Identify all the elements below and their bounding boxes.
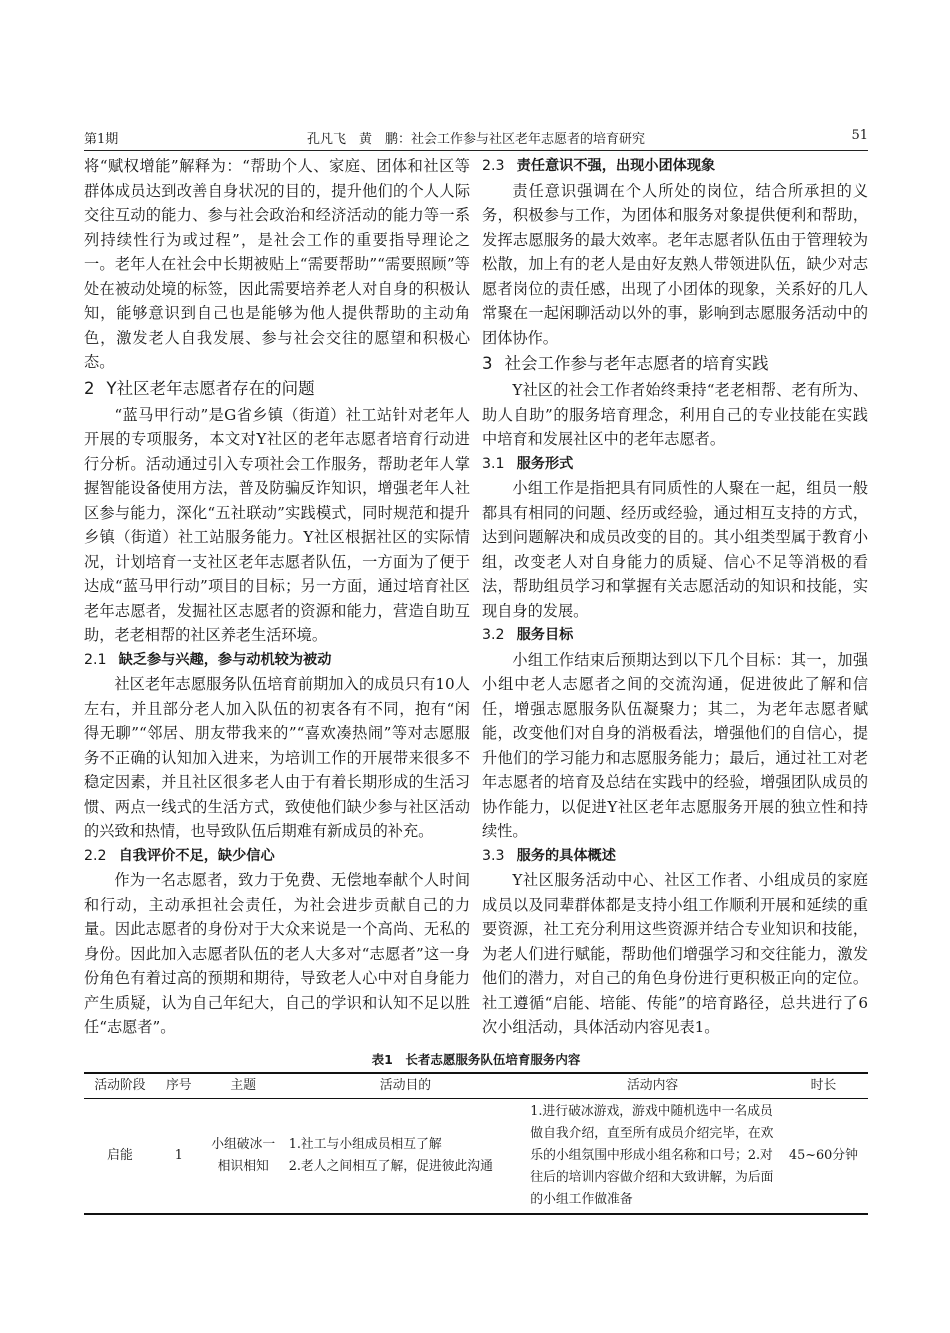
section-2-2-paragraph: 作为一名志愿者，致力于免费、无偿地奉献个人时间和行动，主动承担社会责任，为社会进步贡献自己的力量。因此志愿者的身份对于大众来说是一个高尚、无私的身份。因此加入志愿者队伍的老人大多对“志愿者”这一身份角色有着过高的预期和期待，导致老人心中对自身能力产生质疑，认为自己年纪大，自己的学识和认知不足以胜任“志愿者”。: [84, 871, 470, 1036]
theme-line: 小组破冰一: [211, 1137, 276, 1152]
section-3-3-heading: [482, 844, 868, 869]
theme-cell: [202, 1099, 285, 1215]
section-title: 缺乏参与兴趣，参与动机较为被动: [118, 651, 332, 668]
section-number: 3: [482, 354, 493, 373]
table-header-row: [84, 1073, 868, 1099]
table-header-cell: 序号: [156, 1073, 202, 1099]
theme-line: 相识相知: [217, 1159, 269, 1174]
table-caption: 表1 长者志愿服务队伍培育服务内容: [371, 1052, 581, 1067]
section-number: 2.1: [84, 651, 107, 668]
section-2-1-paragraph: 社区老年志愿服务队伍培育前期加入的成员只有10人左右，并且部分老人加入队伍的初衷各有不同，抱有“闲得无聊”“邻居、朋友带我来的”“喜欢凑热闹”等对志愿服务不正确的认知加入进来，为培训工作的开展带来很多不稳定因素，并且社区很多老人由于有着长期形成的生活习惯、两点一线式的生活方式，致使他们缺少参与社区活动的兴致和热情，也导致队伍后期难有新成员的补充。: [84, 675, 470, 840]
page-number: 51: [851, 128, 868, 143]
article-authors-title: 孔凡飞 黄 鹏：社会工作参与社区老年志愿者的培育研究: [306, 132, 645, 147]
section-title: 服务形式: [516, 455, 574, 472]
table-row: [84, 1099, 868, 1215]
section-title: Y社区老年志愿者存在的问题: [106, 378, 315, 398]
section-2-paragraph: “蓝马甲行动”是G省乡镇（街道）社工站针对老年人开展的专项服务，本文对Y社区的老年志愿者培育行动进行分析。活动通过引入专项社会工作服务，帮助老年人掌握智能设备使用方法，普及防骗反诈知识，增强老年人社区参与能力，深化“五社联动”实践模式，同时规范和提升乡镇（街道）社工站服务能力。Y社区根据社区的实际情况，计划培育一支社区老年志愿者队伍，一方面为了便于达成“蓝马甲行动”项目的目标；另一方面，通过培育社区老年志愿者，发掘社区志愿者的资源和能力，营造自助互助，老老相帮的社区养老生活环境。: [84, 405, 470, 644]
section-3-1-heading: [482, 452, 868, 477]
section-title: 责任意识不强，出现小团体现象: [516, 158, 716, 174]
left-column: [84, 154, 470, 1040]
right-column: [482, 154, 868, 1040]
content-cell: 1.进行破冰游戏，游戏中随机选中一名成员做自我介绍，直至所有成员介绍完毕，在欢乐的小组氛围中形成小组名称和口号；2.对往后的培训内容做介绍和大致讲解，为后面的小组工作做准备: [526, 1099, 779, 1215]
table-header-cell: 活动目的: [285, 1073, 527, 1099]
section-title: 社会工作参与老年志愿者的培育实践: [504, 354, 769, 373]
section-3-1-paragraph: 小组工作是指把具有同质性的人聚在一起，组员一般都具有相同的问题、经历或经验，通过相互支持的方式，达到问题解决和成员改变的目的。其小组类型属于教育小组，改变老人对自身能力的质疑、信心不足等消极的看法，帮助组员学习和掌握有关志愿活动的知识和技能，实现自身的发展。: [482, 479, 868, 620]
section-3-2-paragraph: 小组工作结束后预期达到以下几个目标：其一，加强小组中老人志愿者之间的交流沟通，促进彼此了解和信任，增强志愿服务队伍凝聚力；其二，为老年志愿者赋能，改变他们对自身的消极看法，增强他们的自信心，提升他们的学习能力和志愿服务能力；最后，通过社工对老年志愿者的培育及总结在实践中的经验，增强团队成员的协作能力，以促进Y社区老年志愿服务开展的独立性和持续性。: [482, 650, 868, 840]
section-3-heading: [482, 350, 868, 378]
stage-cell: 启能: [84, 1099, 156, 1215]
intro-paragraph: 将“赋权增能”解释为：“帮助个人、家庭、团体和社区等群体成员达到改善自身状况的目的，提升他们的个人人际交往互动的能力、参与社会政治和经济活动的能力等一系列持续性行为或过程”，是社会工作的重要指导理论之一。老年人在社会中长期被贴上“需要帮助”“需要照顾”等处在被动处境的标签，因此需要培养老人对自身的积极认知，能够意识到自己也是能够为他人提供帮助的主动角色，激发老人自我发展、参与社会交往的愿望和积极心态。: [84, 157, 470, 371]
table-header-cell: 时长: [779, 1073, 868, 1099]
number-cell: 1: [156, 1099, 202, 1215]
activity-table: [84, 1072, 868, 1215]
section-2-heading: [84, 375, 470, 403]
purpose-line: 1.社工与小组成员相互了解: [288, 1137, 442, 1152]
section-title: 服务的具体概述: [516, 847, 616, 864]
section-number: 2.2: [84, 847, 107, 864]
table-header-cell: 活动内容: [526, 1073, 779, 1099]
section-number: 2: [84, 378, 95, 398]
section-number: 3.2: [482, 627, 505, 643]
section-title: 服务目标: [516, 627, 574, 643]
section-2-3-paragraph: 责任意识强调在个人所处的岗位，结合所承担的义务，积极参与工作，为团体和服务对象提供便利和帮助，发挥志愿服务的最大效率。老年志愿者队伍由于管理较为松散，加上有的老人是由好友熟人带领进队伍，缺少对志愿者岗位的责任感，出现了小团体的现象，关系好的几人常聚在一起闲聊活动以外的事，影响到志愿服务活动中的团体协作。: [482, 181, 868, 347]
purpose-cell: [285, 1099, 527, 1215]
section-number: 2.3: [482, 158, 505, 174]
section-3-paragraph: Y社区的社会工作者始终秉持“老老相帮、老有所为、助人自助”的服务培育理念，利用自己的专业技能在实践中培育和发展社区中的老年志愿者。: [482, 381, 868, 448]
section-2-1-heading: [84, 648, 470, 673]
section-number: 3.1: [482, 455, 505, 472]
header-divider: [84, 150, 868, 151]
section-3-3-paragraph: Y社区服务活动中心、社区工作者、小组成员的家庭成员以及同辈群体都是支持小组工作顺利开展和延续的重要资源，社工充分利用这些资源并结合专业知识和技能，为老人们进行赋能，帮助他们增强学习和交往能力，激发他们的潜力，对自己的角色身份进行更积极正向的定位。社工遵循“启能、培能、传能”的培育路径，总共进行了6次小组活动，具体活动内容见表1。: [482, 871, 868, 1036]
running-header: [84, 122, 868, 150]
section-2-3-heading: [482, 154, 868, 179]
section-2-2-heading: [84, 844, 470, 869]
section-3-2-heading: [482, 623, 868, 648]
section-number: 3.3: [482, 847, 505, 864]
table-header-cell: 主题: [202, 1073, 285, 1099]
journal-issue: 第1期: [84, 132, 119, 147]
section-title: 自我评价不足，缺少信心: [118, 847, 275, 864]
table-header-cell: 活动阶段: [84, 1073, 156, 1099]
purpose-line: 2.老人之间相互了解，促进彼此沟通: [288, 1159, 493, 1174]
duration-cell: 45~60分钟: [779, 1099, 868, 1215]
